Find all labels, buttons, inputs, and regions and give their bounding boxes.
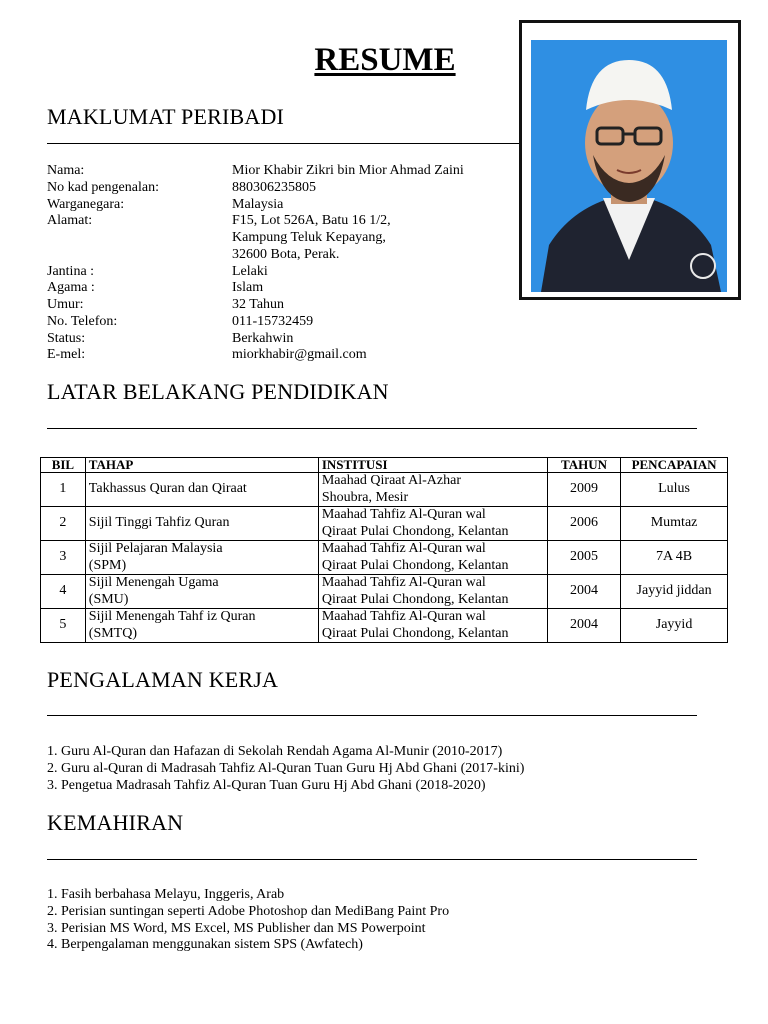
cell-pencapaian: Mumtaz bbox=[621, 507, 728, 541]
cell-pencapaian: Lulus bbox=[621, 473, 728, 507]
cell-institusi bbox=[318, 541, 547, 575]
resume-title: RESUME bbox=[314, 42, 456, 78]
cell-institusi-line: Maahad Tahfiz Al-Quran wal bbox=[321, 541, 486, 557]
cell-tahun: 2009 bbox=[547, 473, 620, 507]
cell-tahap bbox=[85, 575, 318, 609]
divider-experience bbox=[47, 715, 697, 716]
info-label-religion: Agama : bbox=[47, 280, 95, 295]
list-item: 2. Perisian suntingan seperti Adobe Photoshop dan MediBang Paint Pro bbox=[47, 904, 450, 919]
column-header-tahap: TAHAP bbox=[85, 458, 318, 473]
cell-tahap bbox=[85, 541, 318, 575]
info-label-gender: Jantina : bbox=[47, 264, 95, 279]
cell-institusi-line: Maahad Qiraat Al-Azhar bbox=[321, 473, 462, 489]
info-label-email: E-mel: bbox=[47, 347, 86, 362]
list-item: 1. Fasih berbahasa Melayu, Inggeris, Arab bbox=[47, 887, 285, 902]
cell-institusi-line: Qiraat Pulai Chondong, Kelantan bbox=[321, 625, 509, 641]
cell-tahap-line: (SMTQ) bbox=[88, 625, 138, 641]
table-row bbox=[41, 507, 728, 541]
section-heading-personal: MAKLUMAT PERIBADI bbox=[47, 104, 285, 129]
cell-tahun: 2004 bbox=[547, 609, 620, 643]
info-value-address-line1: F15, Lot 526A, Batu 16 1/2, bbox=[232, 213, 391, 228]
info-label-name: Nama: bbox=[47, 163, 85, 178]
cell-institusi-line: Shoubra, Mesir bbox=[321, 489, 409, 505]
table-row bbox=[41, 609, 728, 643]
cell-tahun: 2004 bbox=[547, 575, 620, 609]
table-row bbox=[41, 541, 728, 575]
cell-bil: 1 bbox=[41, 473, 86, 507]
education-table bbox=[40, 457, 728, 643]
divider-education bbox=[47, 428, 697, 429]
info-value-ic: 880306235805 bbox=[232, 180, 316, 195]
cell-tahap bbox=[85, 507, 318, 541]
cell-tahap-line: (SPM) bbox=[88, 557, 127, 573]
cell-institusi bbox=[318, 609, 547, 643]
info-value-address-line2: Kampung Teluk Kepayang, bbox=[232, 230, 386, 245]
cell-pencapaian: Jayyid bbox=[621, 609, 728, 643]
list-item: 3. Pengetua Madrasah Tahfiz Al-Quran Tuan Guru Hj Abd Ghani (2018-2020) bbox=[47, 778, 486, 793]
cell-tahun: 2005 bbox=[547, 541, 620, 575]
info-label-phone: No. Telefon: bbox=[47, 314, 118, 329]
column-header-pencapaian: PENCAPAIAN bbox=[621, 458, 728, 473]
info-label-citizenship: Warganegara: bbox=[47, 197, 125, 212]
info-label-age: Umur: bbox=[47, 297, 84, 312]
section-heading-education: LATAR BELAKANG PENDIDIKAN bbox=[47, 379, 389, 404]
info-value-status: Berkahwin bbox=[232, 331, 294, 346]
cell-tahap-line: Sijil Tinggi Tahfiz Quran bbox=[88, 515, 230, 531]
cell-institusi bbox=[318, 575, 547, 609]
cell-tahap-line: Sijil Menengah Tahf iz Quran bbox=[88, 609, 256, 625]
table-header-row bbox=[41, 458, 728, 473]
list-item: 4. Berpengalaman menggunakan sistem SPS (Awfatech) bbox=[47, 937, 363, 952]
info-value-citizenship: Malaysia bbox=[232, 197, 284, 212]
info-label-status: Status: bbox=[47, 331, 86, 346]
cell-institusi-line: Qiraat Pulai Chondong, Kelantan bbox=[321, 557, 509, 573]
cell-institusi bbox=[318, 507, 547, 541]
cell-bil: 2 bbox=[41, 507, 86, 541]
list-item: 2. Guru al-Quran di Madrasah Tahfiz Al-Quran Tuan Guru Hj Abd Ghani (2017-kini) bbox=[47, 761, 525, 776]
table-row bbox=[41, 473, 728, 507]
table-row bbox=[41, 575, 728, 609]
cell-institusi-line: Maahad Tahfiz Al-Quran wal bbox=[321, 609, 486, 625]
column-header-bil: BIL bbox=[41, 458, 86, 473]
profile-photo bbox=[519, 20, 741, 300]
cell-tahap-line: Sijil Pelajaran Malaysia bbox=[88, 541, 223, 557]
cell-bil: 3 bbox=[41, 541, 86, 575]
divider-skills bbox=[47, 859, 697, 860]
column-header-tahun: TAHUN bbox=[547, 458, 620, 473]
info-value-address-line3: 32600 Bota, Perak. bbox=[232, 247, 340, 262]
section-heading-experience: PENGALAMAN KERJA bbox=[47, 667, 279, 692]
cell-tahun: 2006 bbox=[547, 507, 620, 541]
cell-tahap bbox=[85, 609, 318, 643]
cell-institusi-line: Maahad Tahfiz Al-Quran wal bbox=[321, 575, 486, 591]
info-value-age: 32 Tahun bbox=[232, 297, 285, 312]
cell-tahap bbox=[85, 473, 318, 507]
info-value-religion: Islam bbox=[232, 280, 264, 295]
cell-pencapaian: Jayyid jiddan bbox=[621, 575, 728, 609]
list-item: 1. Guru Al-Quran dan Hafazan di Sekolah Rendah Agama Al-Munir (2010-2017) bbox=[47, 744, 503, 759]
cell-pencapaian: 7A 4B bbox=[621, 541, 728, 575]
portrait-illustration bbox=[531, 40, 727, 292]
cell-bil: 4 bbox=[41, 575, 86, 609]
cell-institusi-line: Qiraat Pulai Chondong, Kelantan bbox=[321, 523, 509, 539]
info-value-name: Mior Khabir Zikri bin Mior Ahmad Zaini bbox=[232, 163, 464, 178]
divider-personal bbox=[47, 143, 519, 144]
column-header-institusi: INSTITUSI bbox=[318, 458, 547, 473]
section-heading-skills: KEMAHIRAN bbox=[47, 810, 184, 835]
info-value-email: miorkhabir@gmail.com bbox=[232, 347, 367, 362]
cell-tahap-line: (SMU) bbox=[88, 591, 129, 607]
list-item: 3. Perisian MS Word, MS Excel, MS Publisher dan MS Powerpoint bbox=[47, 921, 426, 936]
info-label-address: Alamat: bbox=[47, 213, 93, 228]
cell-institusi-line: Maahad Tahfiz Al-Quran wal bbox=[321, 507, 486, 523]
info-value-phone: 011-15732459 bbox=[232, 314, 314, 329]
cell-bil: 5 bbox=[41, 609, 86, 643]
cell-institusi bbox=[318, 473, 547, 507]
cell-institusi-line: Qiraat Pulai Chondong, Kelantan bbox=[321, 591, 509, 607]
cell-tahap-line: Takhassus Quran dan Qiraat bbox=[88, 481, 247, 497]
info-value-gender: Lelaki bbox=[232, 264, 268, 279]
photo-background bbox=[531, 40, 727, 292]
cell-tahap-line: Sijil Menengah Ugama bbox=[88, 575, 219, 591]
info-label-ic: No kad pengenalan: bbox=[47, 180, 159, 195]
